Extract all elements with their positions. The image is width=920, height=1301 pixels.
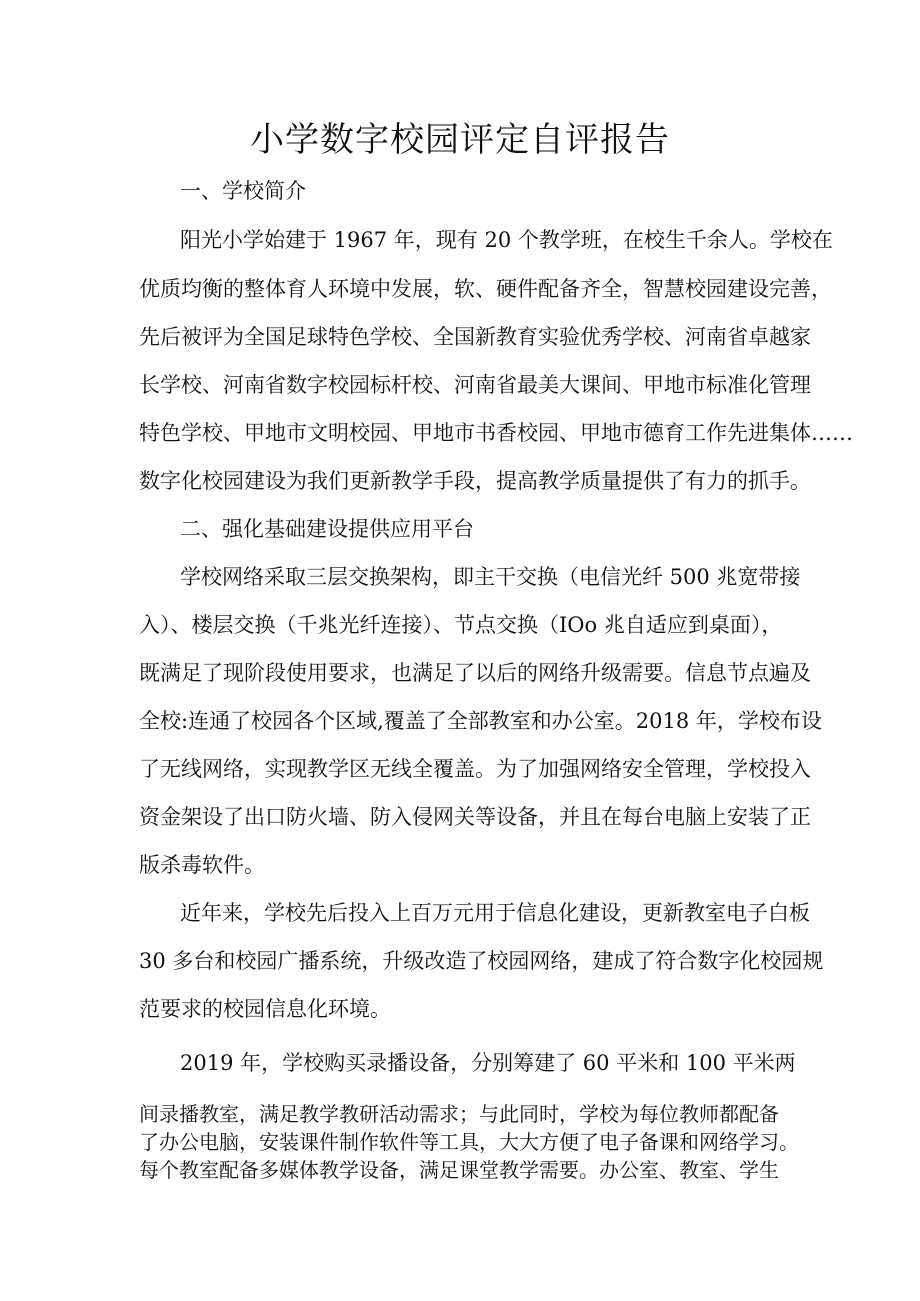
paragraph-line: 资金架设了出口防火墙、防入侵网关等设备，并且在每台电脑上安装了正 <box>139 805 811 829</box>
paragraph-line: 既满足了现阶段使用要求，也满足了以后的网络升级需要。信息节点遍及 <box>139 661 811 685</box>
paragraph-line: 阳光小学始建于 1967 年，现有 20 个教学班，在校生千余人。学校在 <box>180 228 833 252</box>
paragraph-line: 数字化校园建设为我们更新教学手段，提高教学质量提供了有力的抓手。 <box>139 469 811 493</box>
paragraph-line: 近年来，学校先后投入上百万元用于信息化建设，更新教室电子白板 <box>180 901 810 925</box>
paragraph-line: 30 多台和校园广播系统，升级改造了校园网络，建成了符合数字化校园规 <box>139 949 824 973</box>
paragraph-line: 先后被评为全国足球特色学校、全国新教育实验优秀学校、河南省卓越家 <box>139 325 811 349</box>
paragraph-line: 间录播教室，满足教学教研活动需求；与此同时，学校为每位教师都配备 <box>139 1102 779 1126</box>
paragraph-line: 每个教室配备多媒体教学设备，满足课堂教学需要。办公室、教室、学生 <box>139 1158 779 1182</box>
paragraph-line: 优质均衡的整体育人环境中发展，软、硬件配备齐全，智慧校园建设完善， <box>139 277 832 301</box>
paragraph-line: 范要求的校园信息化环境。 <box>139 997 391 1021</box>
paragraph-line: 特色学校、甲地市文明校园、甲地市书香校园、甲地市德育工作先进集体…… <box>139 421 853 445</box>
section-heading-infrastructure: 二、强化基础建设提供应用平台 <box>180 517 474 541</box>
paragraph-line: 全校:连通了校园各个区域,覆盖了全部教室和办公室。2018 年，学校布设 <box>139 709 822 733</box>
paragraph-line: 版杀毒软件。 <box>139 853 265 877</box>
paragraph-line: 了无线网络，实现教学区无线全覆盖。为了加强网络安全管理，学校投入 <box>139 757 811 781</box>
paragraph-line: 2019 年，学校购买录播设备，分别筹建了 60 平米和 100 平米两 <box>180 1051 796 1075</box>
paragraph-line: 入）、楼层交换（千兆光纤连接）、节点交换（IOo 兆自适应到桌面）， <box>139 613 783 637</box>
paragraph-line: 学校网络采取三层交换架构，即主干交换（电信光纤 500 兆宽带接 <box>180 565 801 589</box>
document-title: 小学数字校园评定自评报告 <box>250 120 670 160</box>
section-heading-school-intro: 一、学校简介 <box>180 179 306 203</box>
paragraph-line: 了办公电脑，安装课件制作软件等工具，大大方便了电子备课和网络学习。 <box>139 1130 799 1154</box>
paragraph-line: 长学校、河南省数字校园标杆校、河南省最美大课间、甲地市标准化管理 <box>139 373 811 397</box>
